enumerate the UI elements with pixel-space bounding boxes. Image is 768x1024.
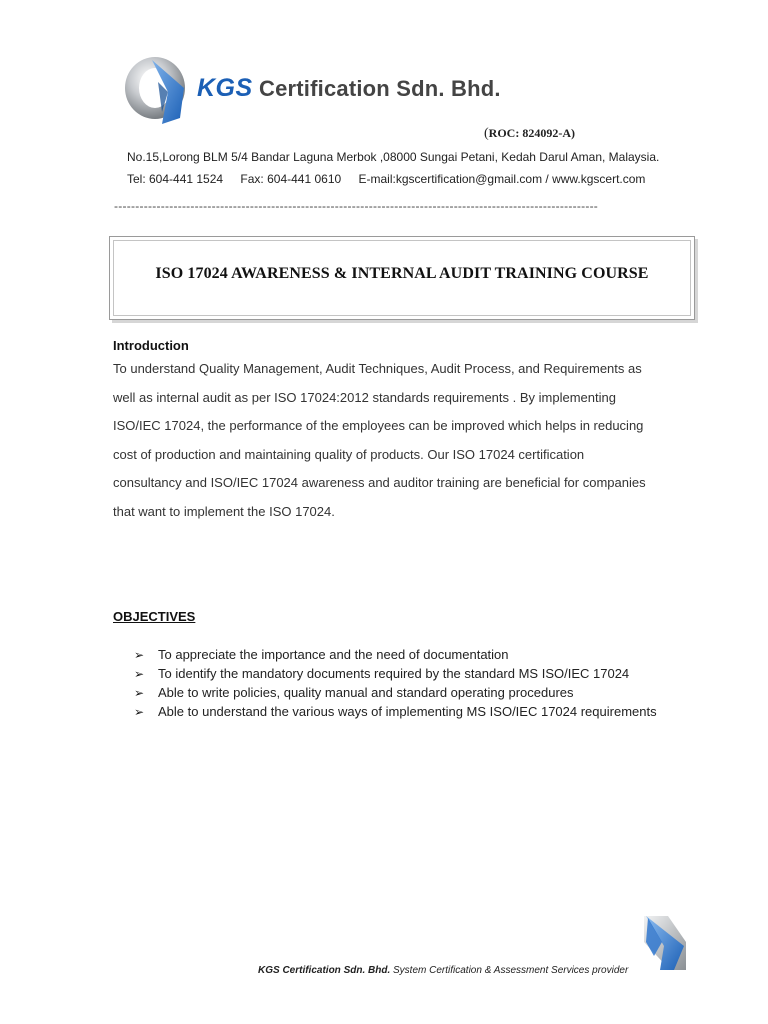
intro-line: consultancy and ISO/IEC 17024 awareness and auditor training are beneficial for companies — [113, 475, 646, 490]
arrow-bullet-icon: ➢ — [134, 704, 145, 719]
arrow-bullet-icon: ➢ — [134, 685, 145, 700]
roc-number — [484, 126, 575, 142]
arrow-bullet-icon: ➢ — [134, 647, 145, 662]
footer-tagline: System Certification & Assessment Services provider — [390, 965, 629, 976]
company-logo — [122, 52, 194, 128]
list-item — [134, 702, 657, 721]
footer-logo-icon — [640, 912, 690, 974]
contact-line — [127, 172, 659, 186]
course-title: ISO 17024 AWARENESS & INTERNAL AUDIT TRAINING COURSE — [155, 265, 649, 282]
list-item — [134, 645, 657, 664]
roc-open-paren: ( — [484, 126, 489, 141]
intro-line: To understand Quality Management, Audit Techniques, Audit Process, and Requirements as — [113, 361, 642, 376]
company-name-rest: Certification Sdn. Bhd. — [259, 76, 501, 101]
objective-text: To appreciate the importance and the need of documentation — [158, 647, 509, 662]
objective-text: Able to write policies, quality manual and standard operating procedures — [158, 685, 574, 700]
introduction-paragraph — [113, 355, 693, 526]
intro-line: that want to implement the ISO 17024. — [113, 503, 335, 519]
intro-line: well as internal audit as per ISO 17024:2012 standards requirements . By implementing — [113, 389, 616, 405]
roc-label: ROC: 824092-A) — [488, 126, 575, 140]
tel-number: Tel: 604-441 1524 — [127, 172, 224, 186]
objective-text: Able to understand the various ways of implementing MS ISO/IEC 17024 requirements — [158, 704, 657, 719]
intro-line: cost of production and maintaining quality of products. Our ISO 17024 certification — [113, 446, 585, 462]
list-item — [134, 664, 657, 683]
company-address: No.15,Lorong BLM 5/4 Bandar Laguna Merbok ,08000 Sungai Petani, Kedah Darul Aman, Malaysia. — [127, 150, 660, 164]
footer-company: KGS Certification Sdn. Bhd. — [258, 965, 391, 976]
objectives-heading: OBJECTIVES — [113, 609, 196, 624]
fax-number: Fax: 604-441 0610 — [240, 172, 342, 186]
company-name — [197, 74, 501, 103]
intro-line: ISO/IEC 17024, the performance of the employees can be improved which helps in reducing — [113, 418, 644, 433]
title-box — [109, 236, 695, 320]
objectives-list — [134, 645, 657, 721]
company-name-kgs: KGS — [197, 74, 253, 102]
separator-line: ------------------------------------------------------------------------------------------------------------------ — [114, 199, 599, 213]
list-item — [134, 683, 657, 702]
introduction-heading: Introduction — [113, 338, 189, 353]
footer-text — [258, 965, 628, 976]
objective-text: To identify the mandatory documents required by the standard MS ISO/IEC 17024 — [158, 666, 630, 681]
email-website: E-mail:kgscertification@gmail.com / www.kgscert.com — [358, 172, 646, 186]
arrow-bullet-icon: ➢ — [134, 666, 145, 681]
